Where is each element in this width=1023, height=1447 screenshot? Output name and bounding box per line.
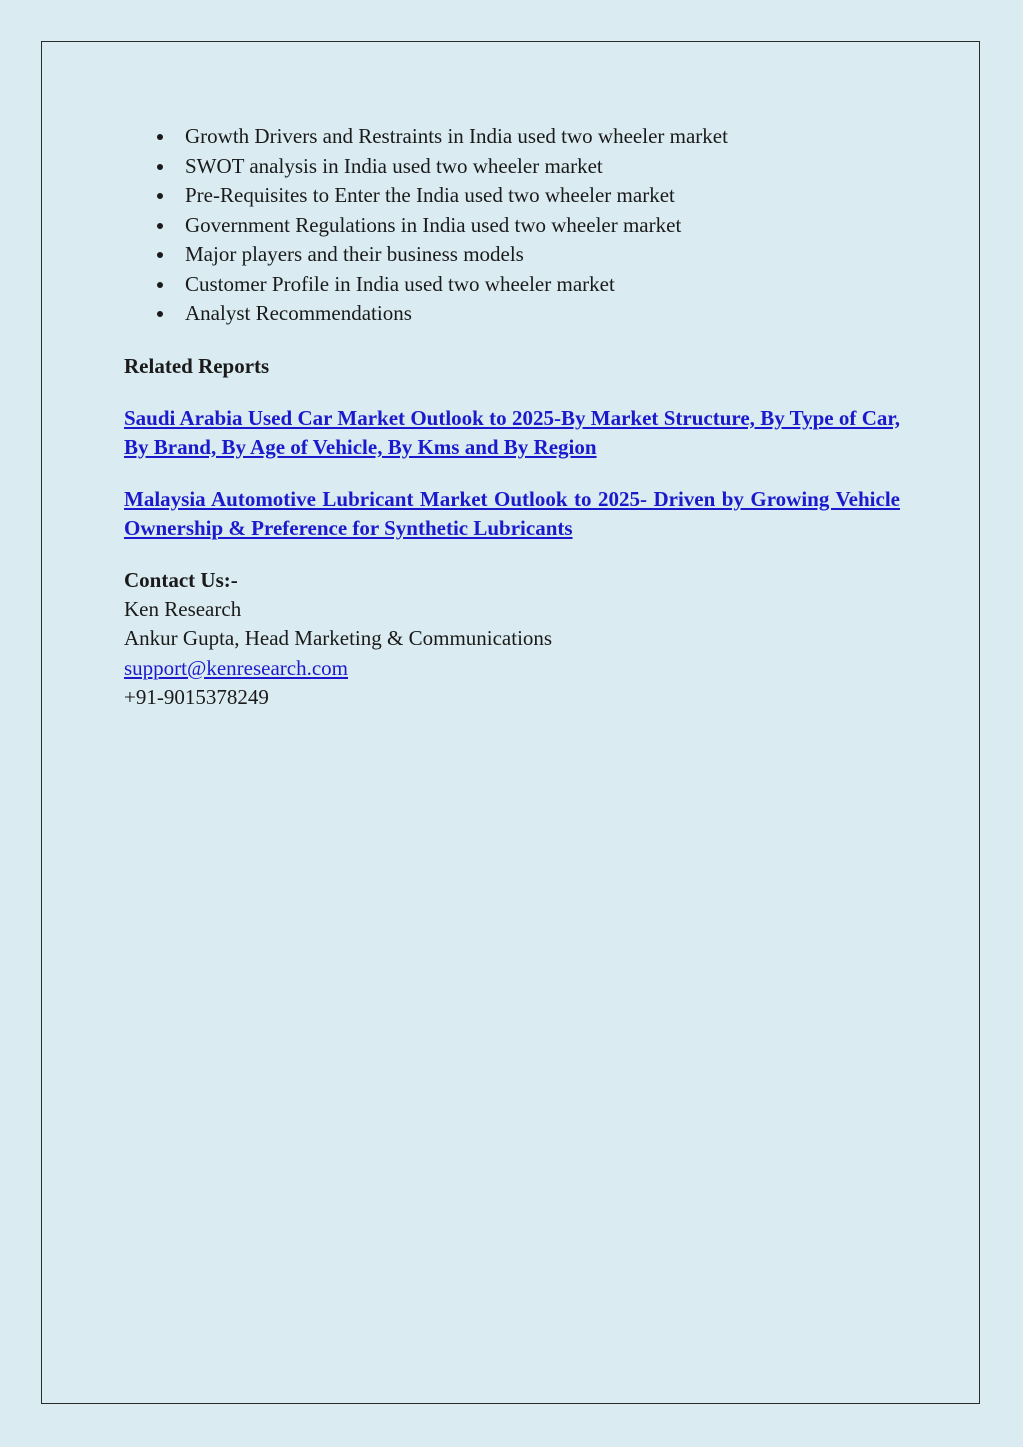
list-item <box>124 299 900 329</box>
list-item <box>124 240 900 270</box>
list-item-text: Analyst Recommendations <box>185 301 412 325</box>
contact-company: Ken Research <box>124 596 242 621</box>
bullet-icon <box>157 282 163 288</box>
contact-phone: +91-9015378249 <box>124 685 269 709</box>
list-item-text: Government Regulations in India used two wheeler market <box>185 212 682 237</box>
bullet-icon <box>157 311 163 317</box>
contact-email-line <box>124 654 900 684</box>
list-item <box>124 211 900 241</box>
bullet-icon <box>157 193 163 199</box>
bullet-icon <box>157 252 163 258</box>
document-content <box>124 122 900 713</box>
related-report-link-saudi-arabia[interactable]: Saudi Arabia Used Car Market Outlook to 2025-By Market Structure, By Type of Car, By Brand, By Age of Vehicle, By Kms and By Region <box>124 405 900 459</box>
related-reports-heading: Related Reports <box>124 353 270 378</box>
bullet-icon <box>157 164 163 170</box>
list-item-text: Major players and their business models <box>185 242 524 266</box>
list-item-text: Pre-Requisites to Enter the India used two wheeler market <box>185 183 675 207</box>
list-item-text: Growth Drivers and Restraints in India used two wheeler market <box>185 124 728 148</box>
list-item <box>124 152 900 182</box>
contact-email-link[interactable]: support@kenresearch.com <box>124 655 349 680</box>
list-item <box>124 270 900 300</box>
bullet-list <box>124 122 900 329</box>
contact-heading: Contact Us:- <box>124 567 238 592</box>
bullet-icon <box>157 134 163 140</box>
related-report-link-malaysia[interactable]: Malaysia Automotive Lubricant Market Outlook to 2025- Driven by Growing Vehicle Ownership & Preference for Synthetic Lubricants <box>124 486 900 540</box>
list-item <box>124 181 900 211</box>
bullet-icon <box>157 223 163 229</box>
contact-person: Ankur Gupta, Head Marketing & Communications <box>124 626 553 650</box>
list-item-text: SWOT analysis in India used two wheeler market <box>185 153 603 178</box>
contact-block <box>124 566 900 713</box>
list-item <box>124 122 900 152</box>
list-item-text: Customer Profile in India used two wheeler market <box>185 271 615 296</box>
